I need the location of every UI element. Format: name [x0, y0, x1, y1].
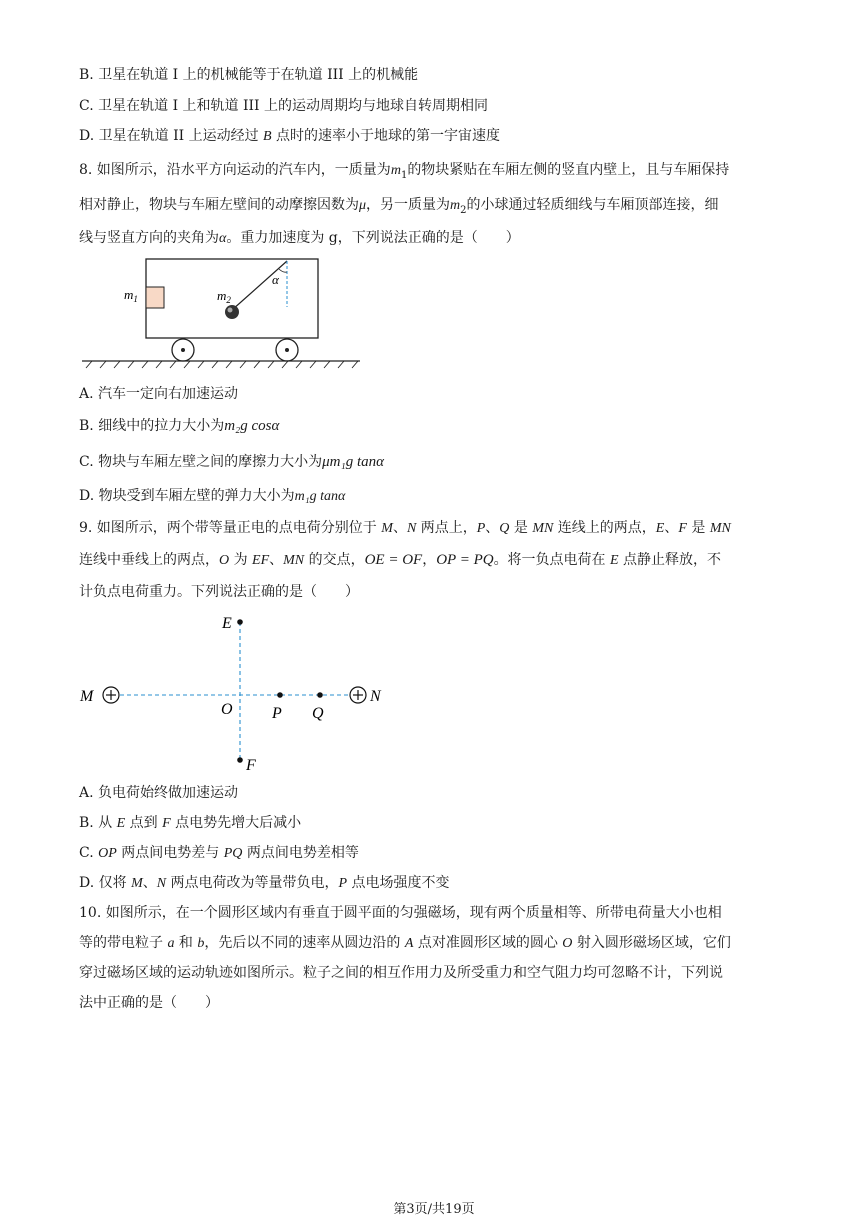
ball-m2: [225, 305, 239, 319]
q7-option-d-var: B: [263, 129, 272, 144]
q7-option-b: B. 卫星在轨道 I 上的机械能等于在轨道 III 上的机械能: [79, 67, 419, 83]
wheel-right-hub: [285, 348, 289, 352]
q9-stem-line3: 计负点电荷重力。下列说法正确的是（ ）: [79, 584, 359, 600]
q8-option-d-expr: m₁g tanα: [294, 489, 346, 504]
label-m1: $m_1$: [124, 287, 138, 304]
q8-l1-sub: 1: [400, 169, 408, 181]
q7-option-d: [79, 126, 500, 147]
label-q: Q: [312, 705, 324, 722]
q8-l2-sub: 2: [460, 204, 467, 216]
q8-stem-line2: [79, 195, 719, 221]
q8-option-c: [79, 452, 384, 472]
q9-option-c: C. OP 两点间电势差与 PQ 两点间电势差相等: [79, 845, 359, 861]
q9-stem-line1: 9. 如图所示，两个带等量正电的点电荷分别位于 M、N 两点上，P、Q 是 MN 连线上的两点，E、F 是 MN: [79, 520, 731, 536]
car-diagram: [80, 255, 370, 375]
ball-highlight: [228, 308, 233, 313]
q9-option-a: A. 负电荷始终做加速运动: [79, 785, 239, 801]
label-f: F: [246, 757, 256, 774]
q8-option-a: A. 汽车一定向右加速运动: [79, 386, 239, 402]
point-f: [237, 757, 243, 763]
q7-option-d-post: 点时的速率小于地球的第一宇宙速度: [271, 128, 501, 144]
ground-hatching: [86, 361, 358, 368]
q10-stem-line3: 穿过磁场区域的运动轨迹如图所示。粒子之间的相互作用力及所受重力和空气阻力均可忽略不计，下列说: [79, 965, 723, 981]
block-m1: [146, 287, 164, 308]
q8-l2-post: 的小球通过轻质细线与车厢顶部连接，细: [466, 197, 719, 213]
q8-l2-mu: μ: [359, 198, 367, 213]
page-footer: 第3页/共19页: [393, 1202, 475, 1217]
point-e: [237, 619, 243, 625]
q8-option-b-expr: m₂g cosα: [224, 418, 280, 434]
wheel-left-hub: [181, 348, 185, 352]
q8-l2-mid: ，另一质量为: [366, 197, 451, 213]
charge-diagram: [78, 610, 398, 775]
q8-option-b-pre: B. 细线中的拉力大小为: [79, 418, 225, 434]
q8-option-c-expr: μm₁g tanα: [322, 454, 384, 470]
point-q: [317, 692, 323, 698]
q9-option-d: D. 仅将 M、N 两点电荷改为等量带负电，P 点电场强度不变: [79, 875, 450, 891]
q7-option-d-pre: D. 卫星在轨道 II 上运动经过: [79, 128, 264, 144]
q8-l1-m: m: [390, 163, 401, 178]
q9-stem-line2: 连线中垂线上的两点，O 为 EF、MN 的交点，OE = OF，OP = PQ。将一负点电荷在 E 点静止释放，不: [79, 552, 722, 568]
q8-l2-m: m: [450, 198, 461, 213]
q8-option-d-pre: D. 物块受到车厢左壁的弹力大小为: [79, 488, 295, 504]
q8-l3-alpha: α: [219, 231, 227, 246]
q10-stem-line2: 等的带电粒子 a 和 b，先后以不同的速率从圆边沿的 A 点对准圆形区域的圆心 O 射入圆形磁场区域，它们: [79, 935, 731, 951]
q10-stem-line1: 10. 如图所示，在一个圆形区域内有垂直于圆平面的匀强磁场，现有两个质量相等、所带电荷量大小也相: [79, 905, 722, 921]
q7-option-c: C. 卫星在轨道 I 上和轨道 III 上的运动周期均与地球自转周期相同: [79, 98, 489, 114]
q8-stem-line3: [79, 228, 520, 249]
label-n: N: [370, 688, 381, 705]
angle-arc: [279, 269, 287, 272]
label-m: M: [80, 688, 94, 705]
point-p: [277, 692, 283, 698]
q8-l3-post: 。重力加速度为 g，下列说法正确的是（ ）: [226, 230, 520, 246]
q8-l2-pre: 相对静止，物块与车厢左壁间的动摩擦因数为: [79, 197, 359, 213]
q8-l3-pre: 线与竖直方向的夹角为: [79, 230, 219, 246]
label-alpha: α: [272, 272, 279, 287]
q8-option-c-pre: C. 物块与车厢左壁之间的摩擦力大小为: [79, 454, 323, 470]
q9-option-b: B. 从 E 点到 F 点电势先增大后减小: [79, 815, 302, 831]
q8-stem-line1: [79, 160, 729, 186]
q8-option-d: [79, 486, 345, 507]
car-body: [146, 259, 318, 338]
q8-l1-post: 的物块紧贴在车厢左侧的竖直内壁上，且与车厢保持: [407, 162, 730, 178]
label-p: P: [272, 705, 282, 722]
q10-stem-line4: 法中正确的是（ ）: [79, 995, 219, 1011]
label-o: O: [221, 701, 233, 718]
q8-option-b: [79, 416, 279, 436]
q8-l1-pre: 8. 如图所示，沿水平方向运动的汽车内，一质量为: [79, 162, 391, 178]
label-m2: $m_2$: [217, 288, 231, 305]
label-e: E: [222, 615, 232, 632]
